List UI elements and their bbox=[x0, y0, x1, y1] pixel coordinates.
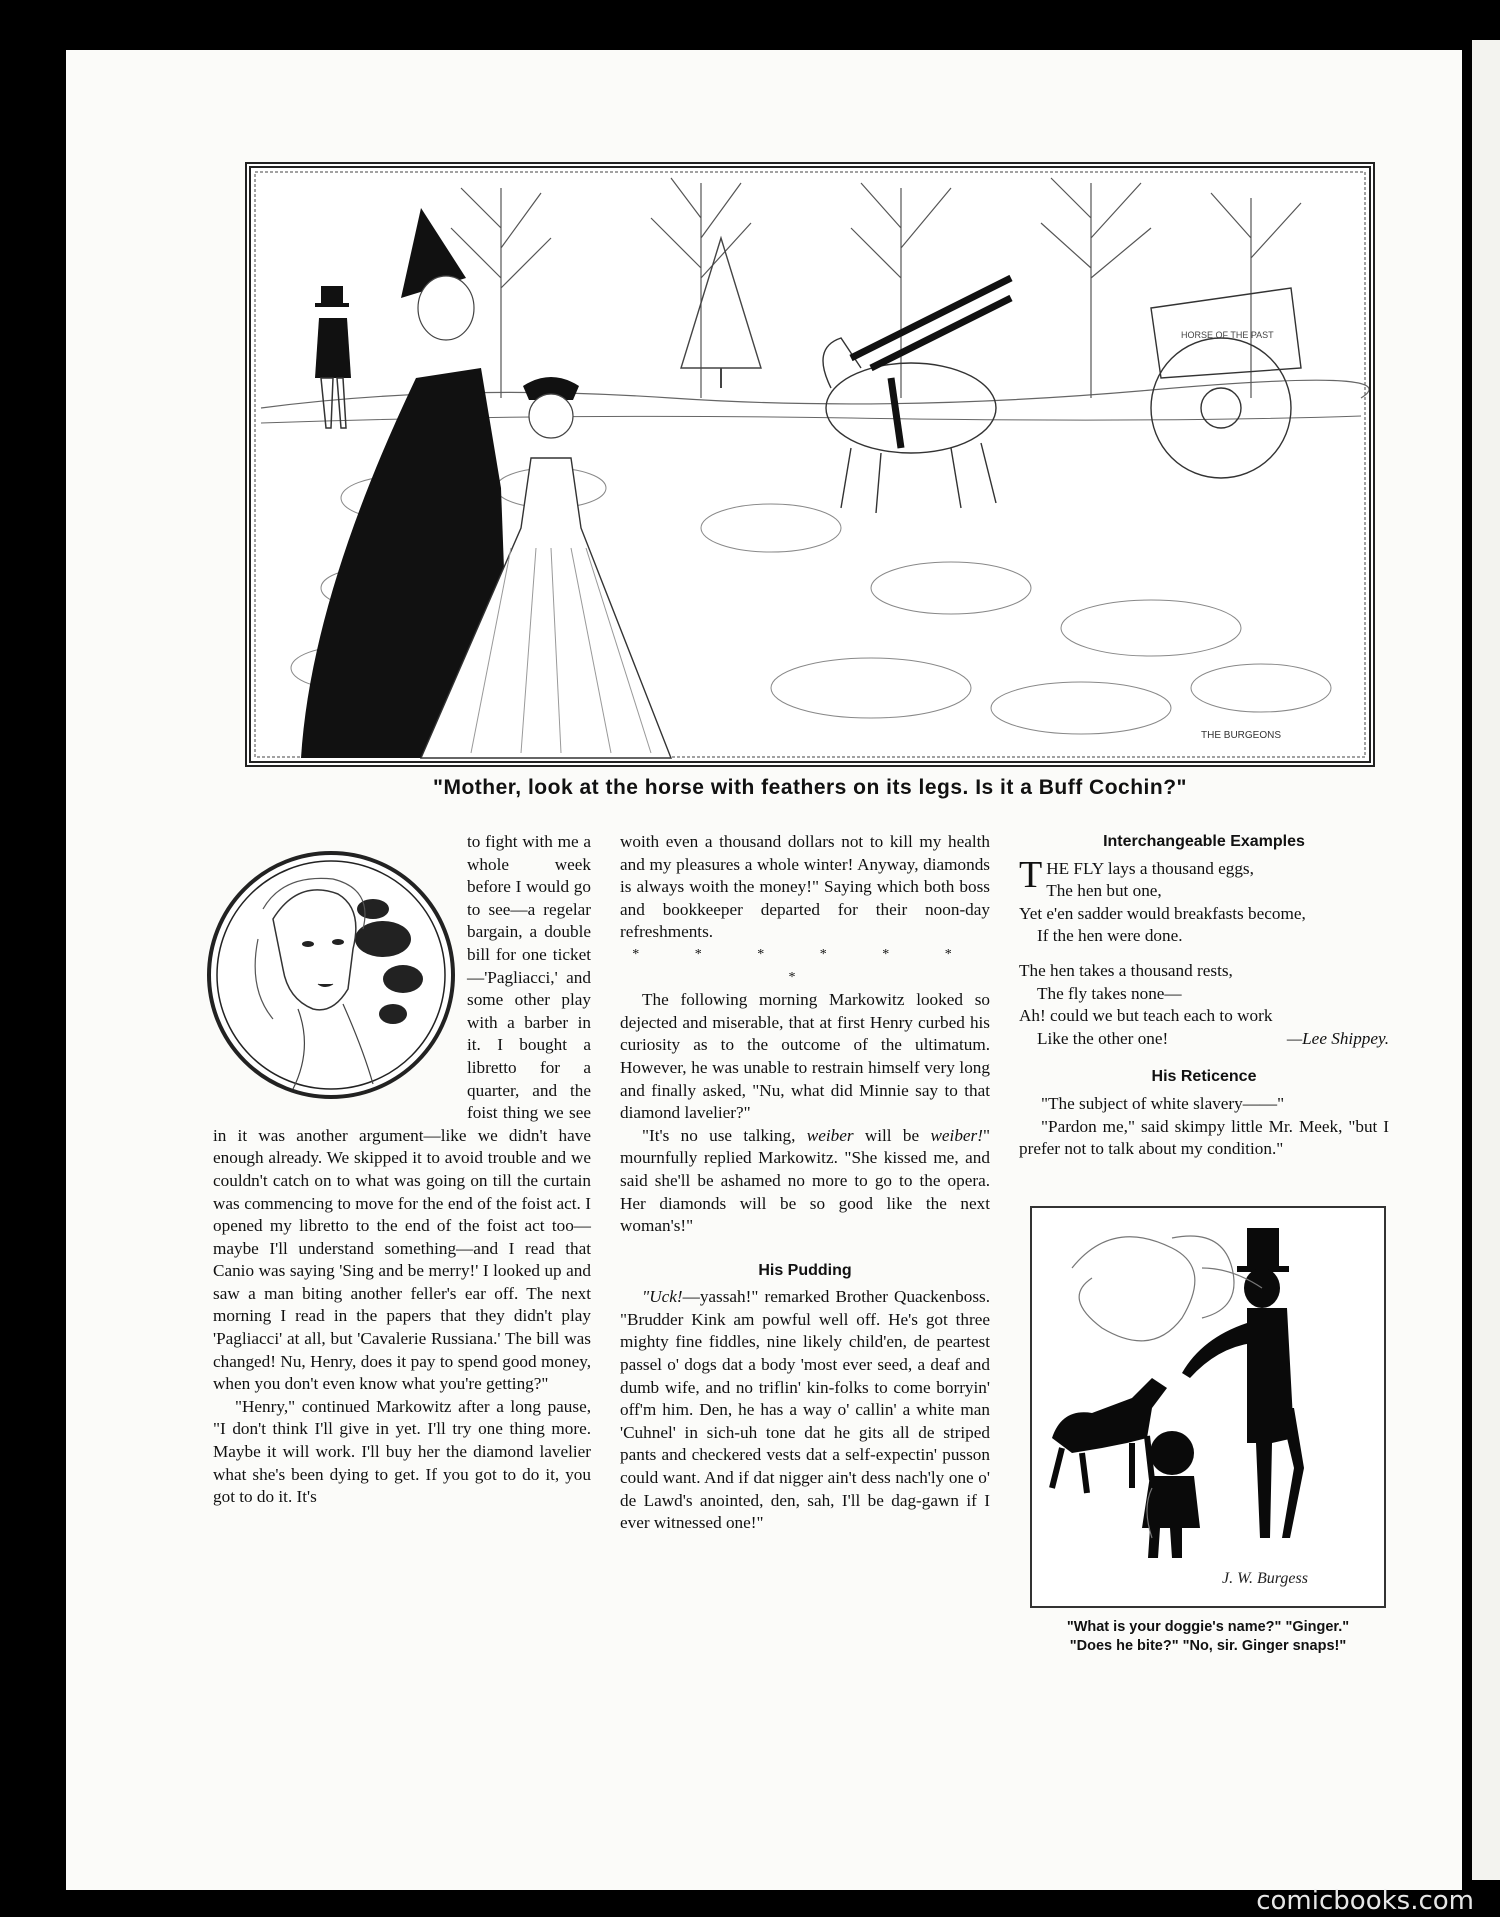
drop-cap: T bbox=[1019, 853, 1043, 896]
poem-line: The hen but one, bbox=[1046, 881, 1162, 901]
illustration-signature: THE BURGEONS bbox=[1201, 730, 1282, 741]
column-2 bbox=[620, 831, 990, 1535]
text-run: —yassah!" remarked Brother Quackenboss. "Brudder Kink am powful well off. He's got three mighty fine fiddles, nine likely child'en, de peartest passel o' dogs dat a body 'most ever seed, a deaf and dumb wife, and no triflin' kin-folks to come borryin' off'm him. Den, he has a way o' callin' a white man 'Cuhnel' in sich-uh tone dat he gits all de striped pants and checkered vests dat a self-expectin' pusson could want. And if dat nigger ain't dess nach'ly one o' de Lawd's anointed, den, sah, I'll be dag-gawn if I ever witnessed one!" bbox=[620, 1287, 990, 1533]
woman-portrait-icon bbox=[203, 839, 461, 1109]
poem bbox=[1019, 853, 1389, 1051]
poem-line: Ah! could we but teach each to work bbox=[1019, 1006, 1273, 1026]
cart-sign: HORSE OF THE PAST bbox=[1181, 330, 1274, 340]
poem-line: The fly takes none— bbox=[1037, 983, 1182, 1003]
caption-line: "What is your doggie's name?" "Ginger." bbox=[1066, 1619, 1350, 1635]
site-watermark: comicbooks.com bbox=[1256, 1886, 1474, 1916]
text-run: " mournfully replied Markowitz. "She kissed me, and said she'll be ashamed no more to go to the opera. Her diamonds will be so good like the next woman's!" bbox=[620, 1125, 990, 1236]
text-run: will be bbox=[853, 1125, 931, 1145]
poem-author: —Lee Shippey. bbox=[1286, 1028, 1389, 1048]
facing-page-edge bbox=[1472, 40, 1500, 1880]
silhouette-cartoon bbox=[1030, 1206, 1386, 1608]
story-paragraph: to fight with me a whole week before I would go to see—a regelar bargain, a double bill for one ticket—'Pagliacci,' and some other play with a barber in it. I bought a libretto for a quarter, and the foist thing we see in it was another argument—like we didn't have enough already. We skipped it to avoid trouble and we couldn't catch on to what was going on till the curtain was commencing to move for the end of the foist act. I opened my libretto to the end of the foist act too—maybe I'll understand something—and I read that Canio was saying 'Sing and be merry!' I looked up and saw a man biting another feller's ear off. The next morning I read in the papers that they didn't play 'Pagliacci' at all, but 'Cavalerie Russiana.' The bill was changed! Nu, Henry, does it pay to spend good money, when you don't even know what you're getting?" bbox=[213, 832, 591, 1394]
poem-line: Yet e'en sadder would breakfasts become, bbox=[1019, 903, 1306, 923]
section-heading: His Reticence bbox=[1151, 1068, 1257, 1086]
section-break: * * * * * * * bbox=[632, 946, 978, 985]
story-paragraph: "Pardon me," said skimpy little Mr. Meek, "but I prefer not to talk about my condition." bbox=[1019, 1116, 1389, 1159]
text-run: "It's no use talking, bbox=[642, 1125, 807, 1145]
poem-line bbox=[1019, 1028, 1389, 1051]
story-paragraph: "The subject of white slavery——" bbox=[1041, 1093, 1285, 1113]
story-paragraph bbox=[620, 1286, 990, 1535]
story-paragraph: "Henry," continued Markowitz after a long pause, "I don't think I'll give in yet. I'll try one thing more. Maybe it will work. I'll buy her the diamond lavelier what she's been dying to get. If you got to do it, you got to do it. It's bbox=[213, 1396, 591, 1507]
story-paragraph: The following morning Markowitz looked so dejected and miserable, that at first Henry curbed his curiosity as to the outcome of the ultimatum. However, he was unable to restrain himself very long and finally asked, "Nu, what did Minnie say to that diamond lavelier?" bbox=[620, 990, 990, 1123]
story-paragraph bbox=[620, 1125, 990, 1238]
section-heading: Interchangeable Examples bbox=[1103, 833, 1305, 850]
section-heading: His Pudding bbox=[758, 1261, 852, 1279]
caption-line: "Does he bite?" "No, sir. Ginger snaps!" bbox=[1069, 1638, 1347, 1654]
story-paragraph: woith even a thousand dollars not to kill my health and my pleasures a whole winter! Anyway, diamonds is always woith the money!" Saying which both boss and bookkeeper departed for their noon-day refreshments. bbox=[620, 832, 990, 942]
park-illustration bbox=[245, 162, 1375, 767]
park-scene-drawing bbox=[251, 168, 1369, 761]
poem-line: If the hen were done. bbox=[1037, 926, 1183, 946]
column-3 bbox=[1019, 831, 1389, 1161]
column-1 bbox=[213, 831, 591, 1509]
italic-word: weiber! bbox=[930, 1125, 983, 1145]
illustration-caption: "Mother, look at the horse with feathers on its legs. Is it a Buff Cochin?" bbox=[433, 776, 1187, 799]
man-dog-child-silhouette bbox=[1032, 1208, 1384, 1606]
portrait-medallion bbox=[203, 839, 461, 1109]
poem-line: The hen takes a thousand rests, bbox=[1019, 960, 1233, 980]
italic-word: "Uck! bbox=[642, 1287, 683, 1307]
cartoon-caption bbox=[1020, 1618, 1396, 1656]
poem-line: HE FLY lays a thousand eggs, bbox=[1046, 858, 1254, 878]
poem-line-text: Like the other one! bbox=[1037, 1028, 1169, 1048]
italic-word: weiber bbox=[806, 1125, 854, 1145]
cartoon-signature: J. W. Burgess bbox=[1222, 1570, 1308, 1587]
